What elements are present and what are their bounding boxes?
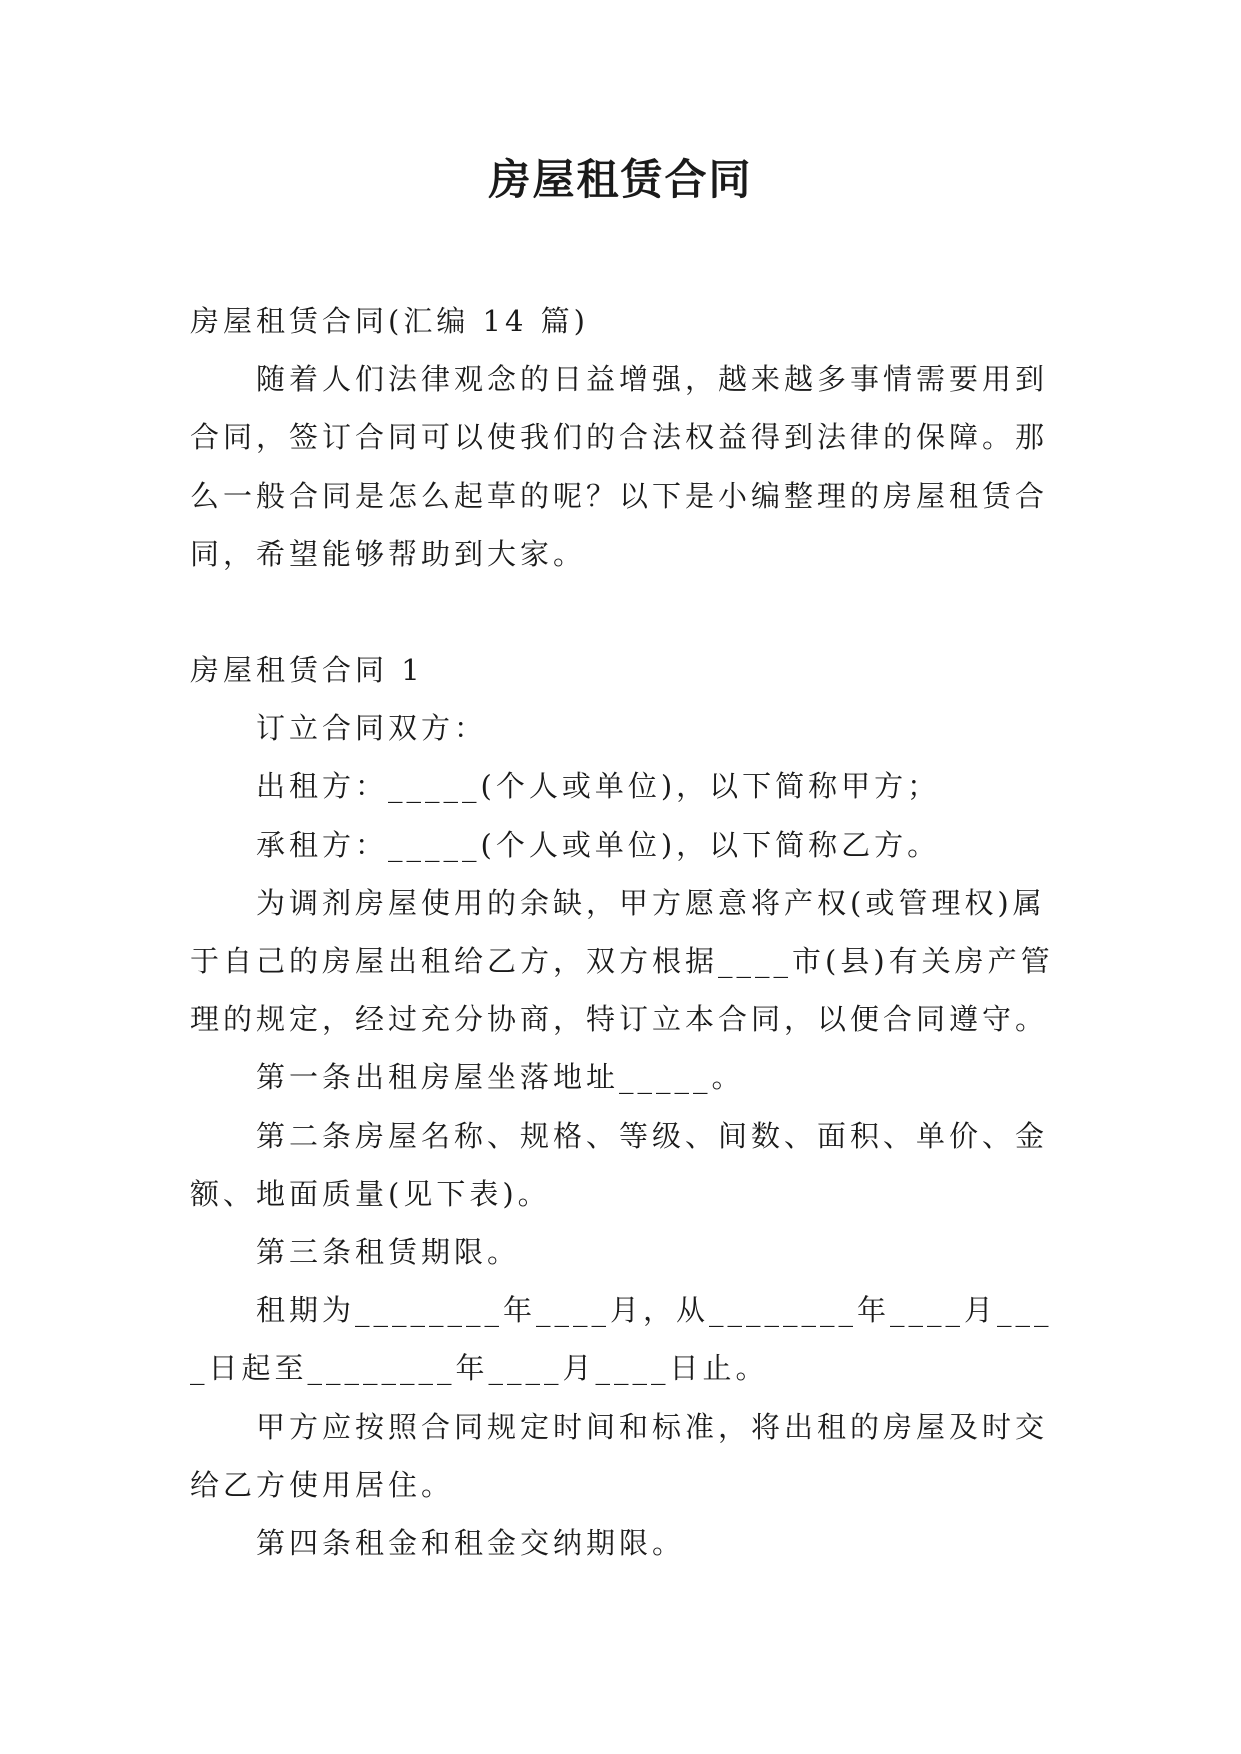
article-3: 第三条租赁期限。 [256, 1235, 521, 1270]
document-title: 房屋租赁合同 [488, 155, 753, 204]
lessee-line: 承租方：_____(个人或单位)，以下简称乙方。 [256, 827, 941, 862]
article-1: 第一条出租房屋坐落地址_____。 [256, 1060, 745, 1095]
article-4: 第四条租金和租金交纳期限。 [256, 1526, 686, 1561]
delivery-paragraph: 甲方应按照合同规定时间和标准，将出租的房屋及时交给乙方使用居住。 [190, 1409, 1049, 1502]
parties-label: 订立合同双方： [256, 711, 488, 746]
paragraph-spacer [190, 583, 1070, 641]
intro-paragraph: 随着人们法律观念的日益增强，越来越多事情需要用到合同，签订合同可以使我们的合法权益得到法律的保障。那么一般合同是怎么起草的呢？以下是小编整理的房屋租赁合同，希望能够帮助到大家。 [190, 362, 1049, 571]
document-subtitle: 房屋租赁合同(汇编 14 篇) [190, 304, 589, 338]
purpose-paragraph: 为调剂房屋使用的余缺，甲方愿意将产权(或管理权)属于自己的房屋出租给乙方，双方根据____市(县)有关房产管理的规定，经过充分协商，特订立本合同，以便合同遵守。 [190, 885, 1054, 1037]
lease-term: 租期为________年____月，从________年____月____日起至________年____月____日止。 [190, 1293, 1053, 1386]
document-body [190, 292, 1070, 1572]
section-heading: 房屋租赁合同 1 [190, 653, 424, 688]
lessor-line: 出租方：_____(个人或单位)，以下简称甲方； [256, 769, 941, 804]
article-2: 第二条房屋名称、规格、等级、间数、面积、单价、金额、地面质量(见下表)。 [190, 1118, 1049, 1211]
